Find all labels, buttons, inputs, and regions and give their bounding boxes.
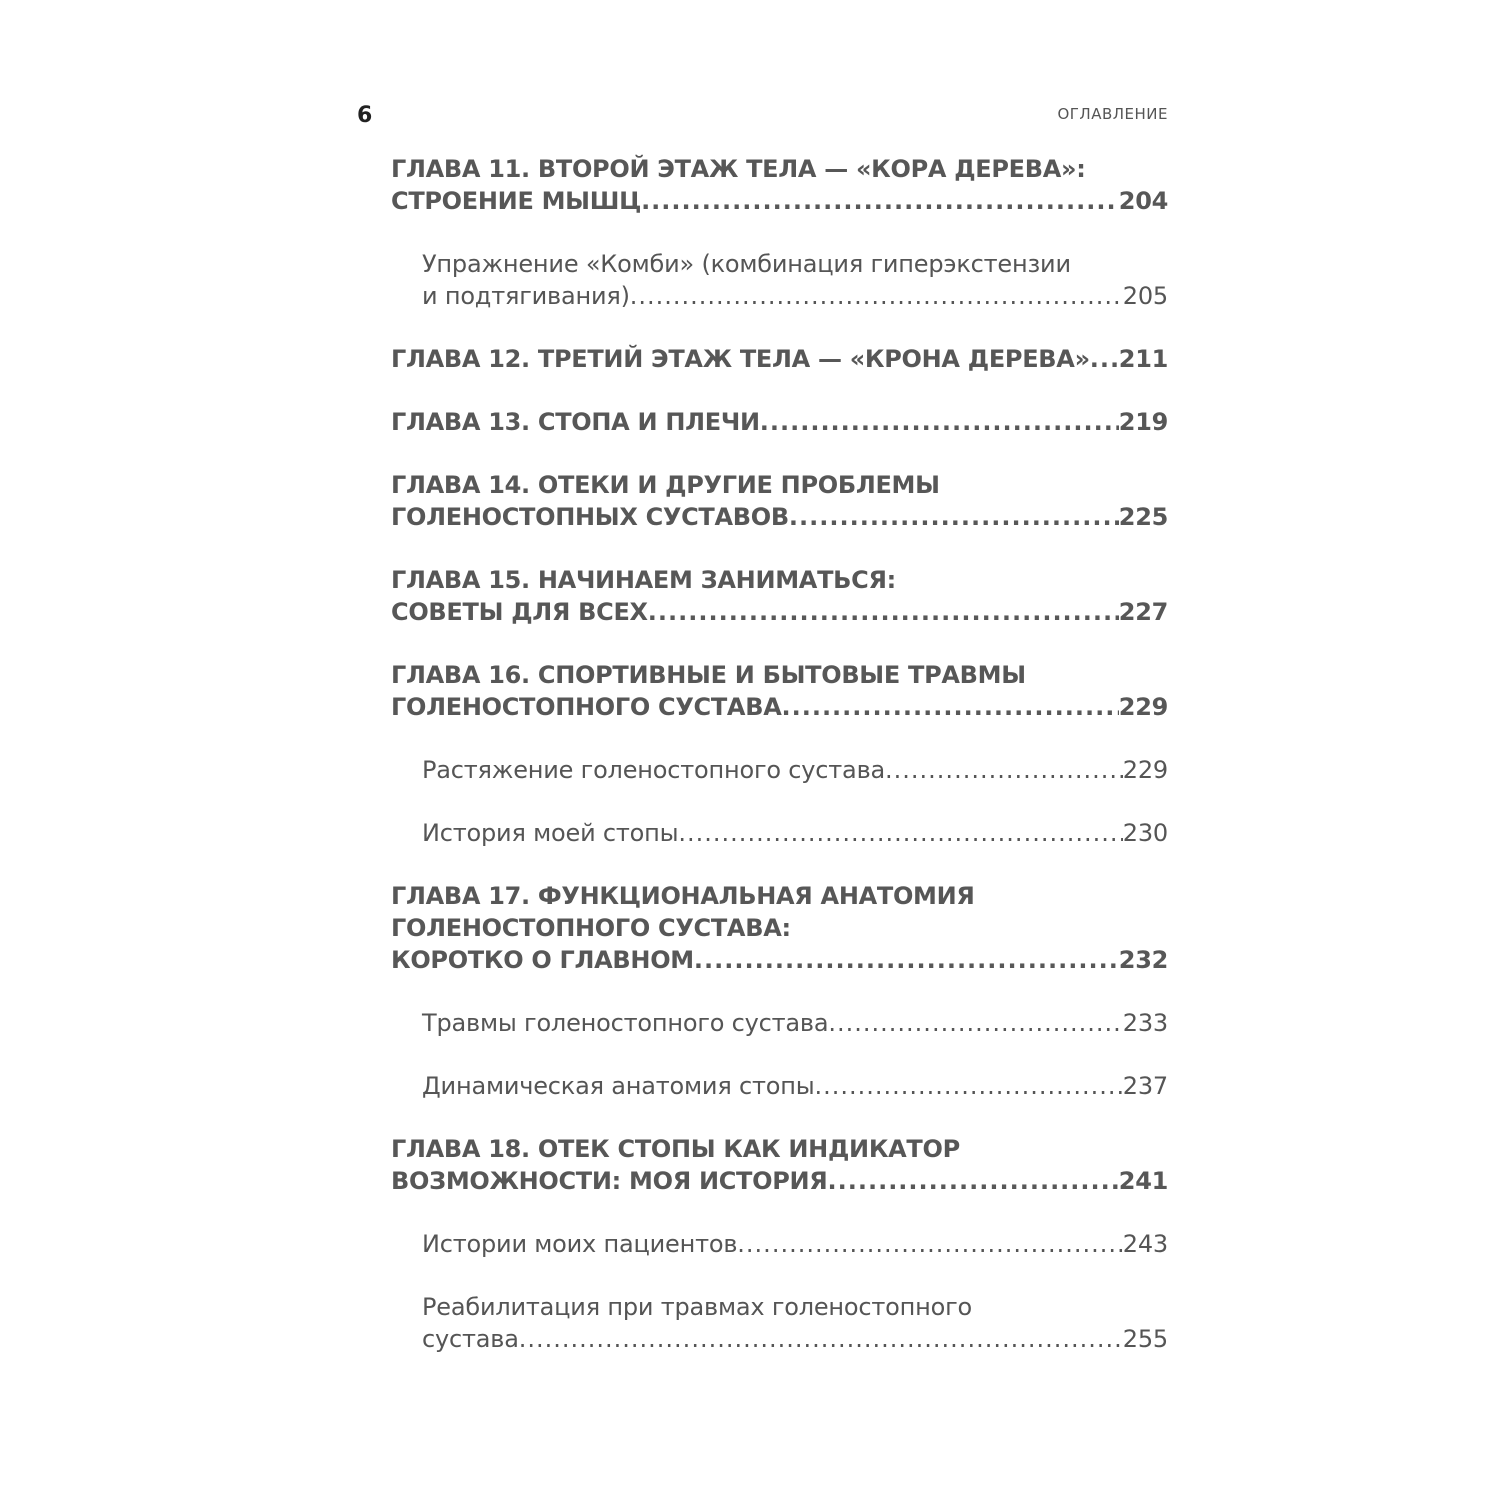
toc-page-number: 205 [1122,282,1168,310]
toc-entry-section-rehabilitation[interactable] [391,1291,1168,1355]
toc-entry-title: ГОЛЕНОСТОПНОГО СУСТАВА [391,693,782,721]
toc-page-number: 230 [1122,819,1168,847]
toc-entry-chapter-13[interactable] [391,406,1168,438]
dot-leader [1090,343,1119,375]
toc-entry-section-ankle-injuries[interactable] [391,1007,1168,1039]
dot-leader [694,944,1119,976]
toc-entry-title: Растяжение голеностопного сустава [422,756,886,784]
toc-page-number: 232 [1118,946,1168,974]
toc-page-number: 255 [1122,1325,1168,1353]
toc-page-number: 227 [1118,598,1168,626]
toc-entry-title-line: ГЛАВА 16. СПОРТИВНЫЕ И БЫТОВЫЕ ТРАВМЫ [391,661,1026,689]
toc-page-number: 237 [1122,1072,1168,1100]
toc-page-number: 243 [1122,1230,1168,1258]
toc-entry-last-line [422,1228,1168,1260]
toc-entry-title-line: Реабилитация при травмах голеностопного [422,1293,973,1321]
toc-entry-last-line [422,1323,1168,1355]
toc-entry-title: Динамическая анатомия стопы [422,1072,815,1100]
toc-entry-last-line [391,406,1168,438]
toc-entry-title: ГЛАВА 12. ТРЕТИЙ ЭТАЖ ТЕЛА — «КРОНА ДЕРЕВА» [391,345,1090,373]
toc-entry-last-line [422,754,1168,786]
toc-entry-chapter-11[interactable] [391,153,1168,217]
toc-entry-title-line: ГЛАВА 11. ВТОРОЙ ЭТАЖ ТЕЛА — «КОРА ДЕРЕВА»: [391,155,1086,183]
toc-page-number: 225 [1118,503,1168,531]
toc-page-number: 233 [1122,1009,1168,1037]
toc-entry-title: КОРОТКО О ГЛАВНОМ [391,946,694,974]
toc-page-number: 229 [1122,756,1168,784]
running-header: ОГЛАВЛЕНИЕ [1057,105,1168,123]
toc-entry-title: сустава [422,1325,519,1353]
toc-entry-chapter-16[interactable] [391,659,1168,723]
toc-entry-title: ВОЗМОЖНОСТИ: МОЯ ИСТОРИЯ [391,1167,828,1195]
toc-entry-last-line [422,1007,1168,1039]
toc-entry-title: История моей стопы [422,819,679,847]
toc-entry-title: ГЛАВА 13. СТОПА И ПЛЕЧИ [391,408,760,436]
dot-leader [737,1228,1122,1260]
dot-leader [678,817,1122,849]
dot-leader [641,185,1119,217]
toc-entry-title-line: ГОЛЕНОСТОПНОГО СУСТАВА: [391,914,791,942]
toc-entry-title: ГОЛЕНОСТОПНЫХ СУСТАВОВ [391,503,789,531]
dot-leader [760,406,1119,438]
toc-entry-last-line [391,185,1168,217]
toc-entry-last-line [391,944,1168,976]
toc-entry-section-my-foot[interactable] [391,817,1168,849]
toc-entry-title-line: Упражнение «Комби» (комбинация гиперэкстензии [422,250,1071,278]
dot-leader [630,280,1123,312]
toc-entry-title: СОВЕТЫ ДЛЯ ВСЕХ [391,598,648,626]
toc-entry-last-line [422,817,1168,849]
toc-entry-chapter-14[interactable] [391,469,1168,533]
toc-entry-last-line [422,1070,1168,1102]
toc-entry-title-line: ГЛАВА 17. ФУНКЦИОНАЛЬНАЯ АНАТОМИЯ [391,882,975,910]
dot-leader [781,691,1118,723]
toc-entry-title-line: ГЛАВА 15. НАЧИНАЕМ ЗАНИМАТЬСЯ: [391,566,896,594]
toc-entry-last-line [422,280,1168,312]
toc-entry-last-line [391,691,1168,723]
toc-page-number: 229 [1118,693,1168,721]
toc-entry-chapter-17[interactable] [391,880,1168,976]
dot-leader [828,1007,1122,1039]
toc-entry-last-line [391,596,1168,628]
toc-entry-section-sprain[interactable] [391,754,1168,786]
toc-entry-chapter-18[interactable] [391,1133,1168,1197]
toc-entry-title: СТРОЕНИЕ МЫШЦ [391,187,642,215]
toc-page-number: 241 [1118,1167,1168,1195]
toc-entry-section-dynamic-anatomy[interactable] [391,1070,1168,1102]
toc-entry-title: Истории моих пациентов [422,1230,738,1258]
dot-leader [789,501,1119,533]
toc-entry-last-line [391,501,1168,533]
toc-entry-last-line [391,1165,1168,1197]
dot-leader [815,1070,1123,1102]
toc-entry-title: Травмы голеностопного сустава [422,1009,829,1037]
table-of-contents [391,153,1168,1386]
toc-page-number: 204 [1118,187,1168,215]
toc-entry-chapter-15[interactable] [391,564,1168,628]
dot-leader [885,754,1123,786]
dot-leader [648,596,1119,628]
page-number: 6 [357,103,373,128]
toc-page-number: 219 [1118,408,1168,436]
toc-entry-title: и подтягивания) [422,282,630,310]
dot-leader [827,1165,1118,1197]
toc-entry-chapter-12[interactable] [391,343,1168,375]
toc-entry-last-line [391,343,1168,375]
toc-entry-section-combi[interactable] [391,248,1168,312]
dot-leader [519,1323,1123,1355]
toc-entry-title-line: ГЛАВА 14. ОТЕКИ И ДРУГИЕ ПРОБЛЕМЫ [391,471,940,499]
toc-entry-section-patients[interactable] [391,1228,1168,1260]
toc-entry-title-line: ГЛАВА 18. ОТЕК СТОПЫ КАК ИНДИКАТОР [391,1135,960,1163]
toc-page-number: 211 [1118,345,1168,373]
